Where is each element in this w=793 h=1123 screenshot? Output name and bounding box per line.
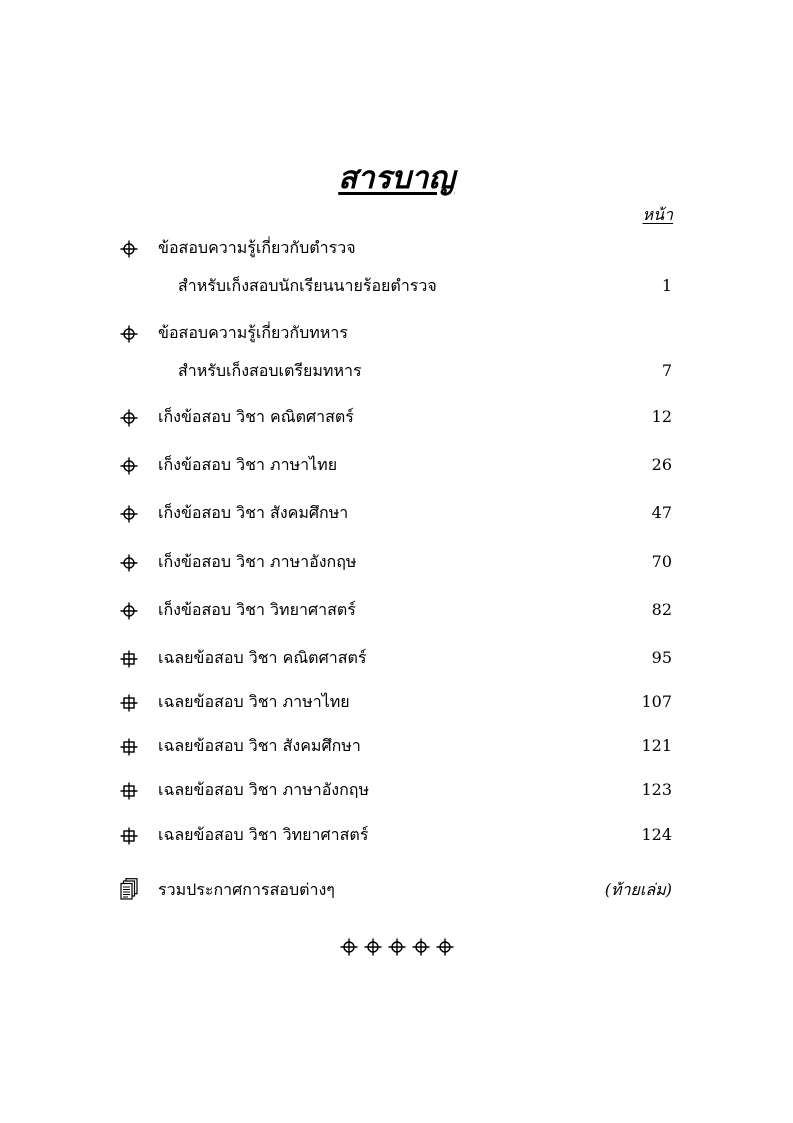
toc-entry-title: เก็งข้อสอบ วิชา คณิตศาสตร์	[158, 407, 354, 426]
toc-entry-title: เฉลยข้อสอบ วิชา ภาษาไทย	[158, 692, 350, 711]
toc-entry-page: 82	[651, 600, 672, 619]
crosshair-circle-icon	[412, 938, 430, 956]
toc-entry-page: 124	[641, 825, 672, 844]
toc-entry-title: เก็งข้อสอบ วิชา ภาษาไทย	[158, 455, 338, 474]
toc-entry-title: เฉลยข้อสอบ วิชา วิทยาศาสตร์	[158, 825, 369, 844]
toc-entry-title: ข้อสอบความรู้เกี่ยวกับตำรวจ	[158, 238, 356, 257]
toc-entry-page: 1	[661, 276, 672, 295]
toc-entry-page: 95	[651, 648, 672, 667]
toc-entry-page: 70	[651, 552, 672, 571]
crosshair-circle-icon	[388, 938, 406, 956]
crosshair-circle-icon	[120, 457, 138, 475]
crosshair-circle-icon	[120, 325, 138, 343]
toc-title: สารบาญ	[338, 160, 455, 196]
toc-entry-page: 12	[651, 407, 672, 426]
toc-entry-title: เฉลยข้อสอบ วิชา คณิตศาสตร์	[158, 648, 367, 667]
crosshair-square-icon	[120, 782, 138, 800]
crosshair-circle-icon	[120, 554, 138, 572]
crosshair-circle-icon	[340, 938, 358, 956]
toc-entry-title: ข้อสอบความรู้เกี่ยวกับทหาร	[158, 323, 348, 342]
crosshair-circle-icon	[364, 938, 382, 956]
toc-entry-subtitle: สำหรับเก็งสอบเตรียมทหาร	[178, 361, 362, 380]
crosshair-circle-icon	[436, 938, 454, 956]
crosshair-square-icon	[120, 738, 138, 756]
crosshair-square-icon	[120, 650, 138, 668]
toc-entry-title: เฉลยข้อสอบ วิชา ภาษาอังกฤษ	[158, 780, 370, 799]
toc-entry-title: เฉลยข้อสอบ วิชา สังคมศึกษา	[158, 736, 361, 755]
toc-entry-title: รวมประกาศการสอบต่างๆ	[158, 880, 335, 899]
toc-entry-title: เก็งข้อสอบ วิชา ภาษาอังกฤษ	[158, 552, 357, 571]
toc-entry-page: 123	[641, 780, 672, 799]
toc-entry-title: เก็งข้อสอบ วิชา วิทยาศาสตร์	[158, 600, 356, 619]
toc-entry-page: 107	[641, 692, 672, 711]
toc-entry-page: 121	[641, 736, 672, 755]
crosshair-circle-icon	[120, 602, 138, 620]
toc-entry-page: 26	[651, 455, 672, 474]
toc-entry-title: เก็งข้อสอบ วิชา สังคมศึกษา	[158, 503, 349, 522]
document-stack-icon	[120, 878, 138, 900]
toc-entry-page: 47	[651, 503, 672, 522]
crosshair-square-icon	[120, 827, 138, 845]
footer-ornament	[0, 938, 793, 960]
crosshair-square-icon	[120, 694, 138, 712]
page-column-header: หน้า	[642, 205, 673, 224]
toc-entry-page: (ท้ายเล่ม)	[604, 880, 672, 899]
crosshair-circle-icon	[120, 240, 138, 258]
crosshair-circle-icon	[120, 409, 138, 427]
toc-entry-subtitle: สำหรับเก็งสอบนักเรียนนายร้อยตำรวจ	[178, 276, 437, 295]
crosshair-circle-icon	[120, 505, 138, 523]
toc-entry-page: 7	[661, 361, 672, 380]
